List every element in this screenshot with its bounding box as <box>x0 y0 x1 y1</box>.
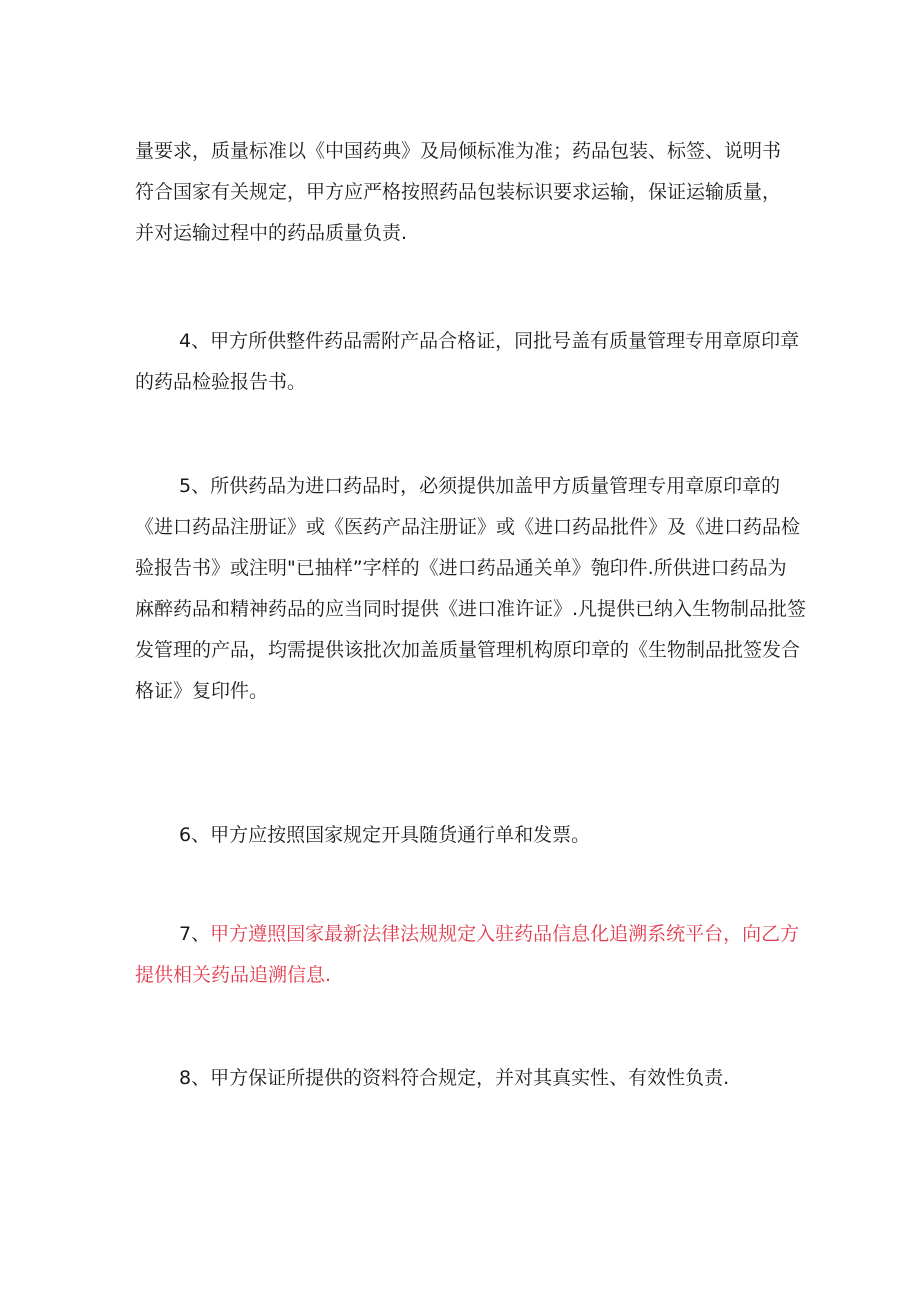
highlighted-text-line: 提供相关药品追溯信息. <box>135 964 332 986</box>
text-line: 5、所供药品为进口药品时，必须提供加盖甲方质量管理专用章原印章的 <box>179 475 781 497</box>
paragraph-clause-8 <box>135 1058 785 1099</box>
paragraph-clause-5 <box>135 466 807 712</box>
highlighted-text: 甲方遵照国家最新法律法规规定入驻药品信息化追溯系统平台，向乙方 <box>210 923 800 945</box>
text-line: 麻醉药品和精神药品的应当同时提供《进口准许证》.凡提供已纳入生物制品批签 <box>135 598 807 620</box>
text-line: 6、甲方应按照国家规定开具随货通行单和发票。 <box>179 824 591 846</box>
paragraph-clause-7 <box>135 914 800 996</box>
text-line: 并对运输过程中的药品质量负责. <box>135 222 408 244</box>
text-line: 格证》复印件。 <box>135 680 269 702</box>
paragraph-clause-6 <box>135 815 785 856</box>
text-line <box>135 914 800 955</box>
paragraph-clause-4 <box>135 321 800 403</box>
text-line: 8、甲方保证所提供的资料符合规定，并对其真实性、有效性负责. <box>179 1067 730 1089</box>
text-line: 发管理的产品，均需提供该批次加盖质量管理机构原印章的《生物制品批签发合 <box>135 639 801 661</box>
text-line: 4、甲方所供整件药品需附产品合格证，同批号盖有质量管理专用章原印章 <box>179 330 800 352</box>
text-line: 的药品检验报告书。 <box>135 371 307 393</box>
text-line: 《进口药品注册证》或《医药产品注册证》或《进口药品批件》及《进口药品检 <box>135 516 801 538</box>
paragraph-quality-requirements <box>135 131 785 254</box>
text-line: 符合国家有关规定，甲方应严格按照药品包装标识要求运输，保证运输质量， <box>135 181 782 203</box>
text-line: 量要求，质量标准以《中国药典》及局倾标准为准；药品包装、标签、说明书 <box>135 140 782 162</box>
clause-number: 7、 <box>179 923 211 945</box>
text-line: 验报告书》或注明"已抽样”字样的《进口药品通关单》匏印件.所供进口药品为 <box>135 557 787 579</box>
